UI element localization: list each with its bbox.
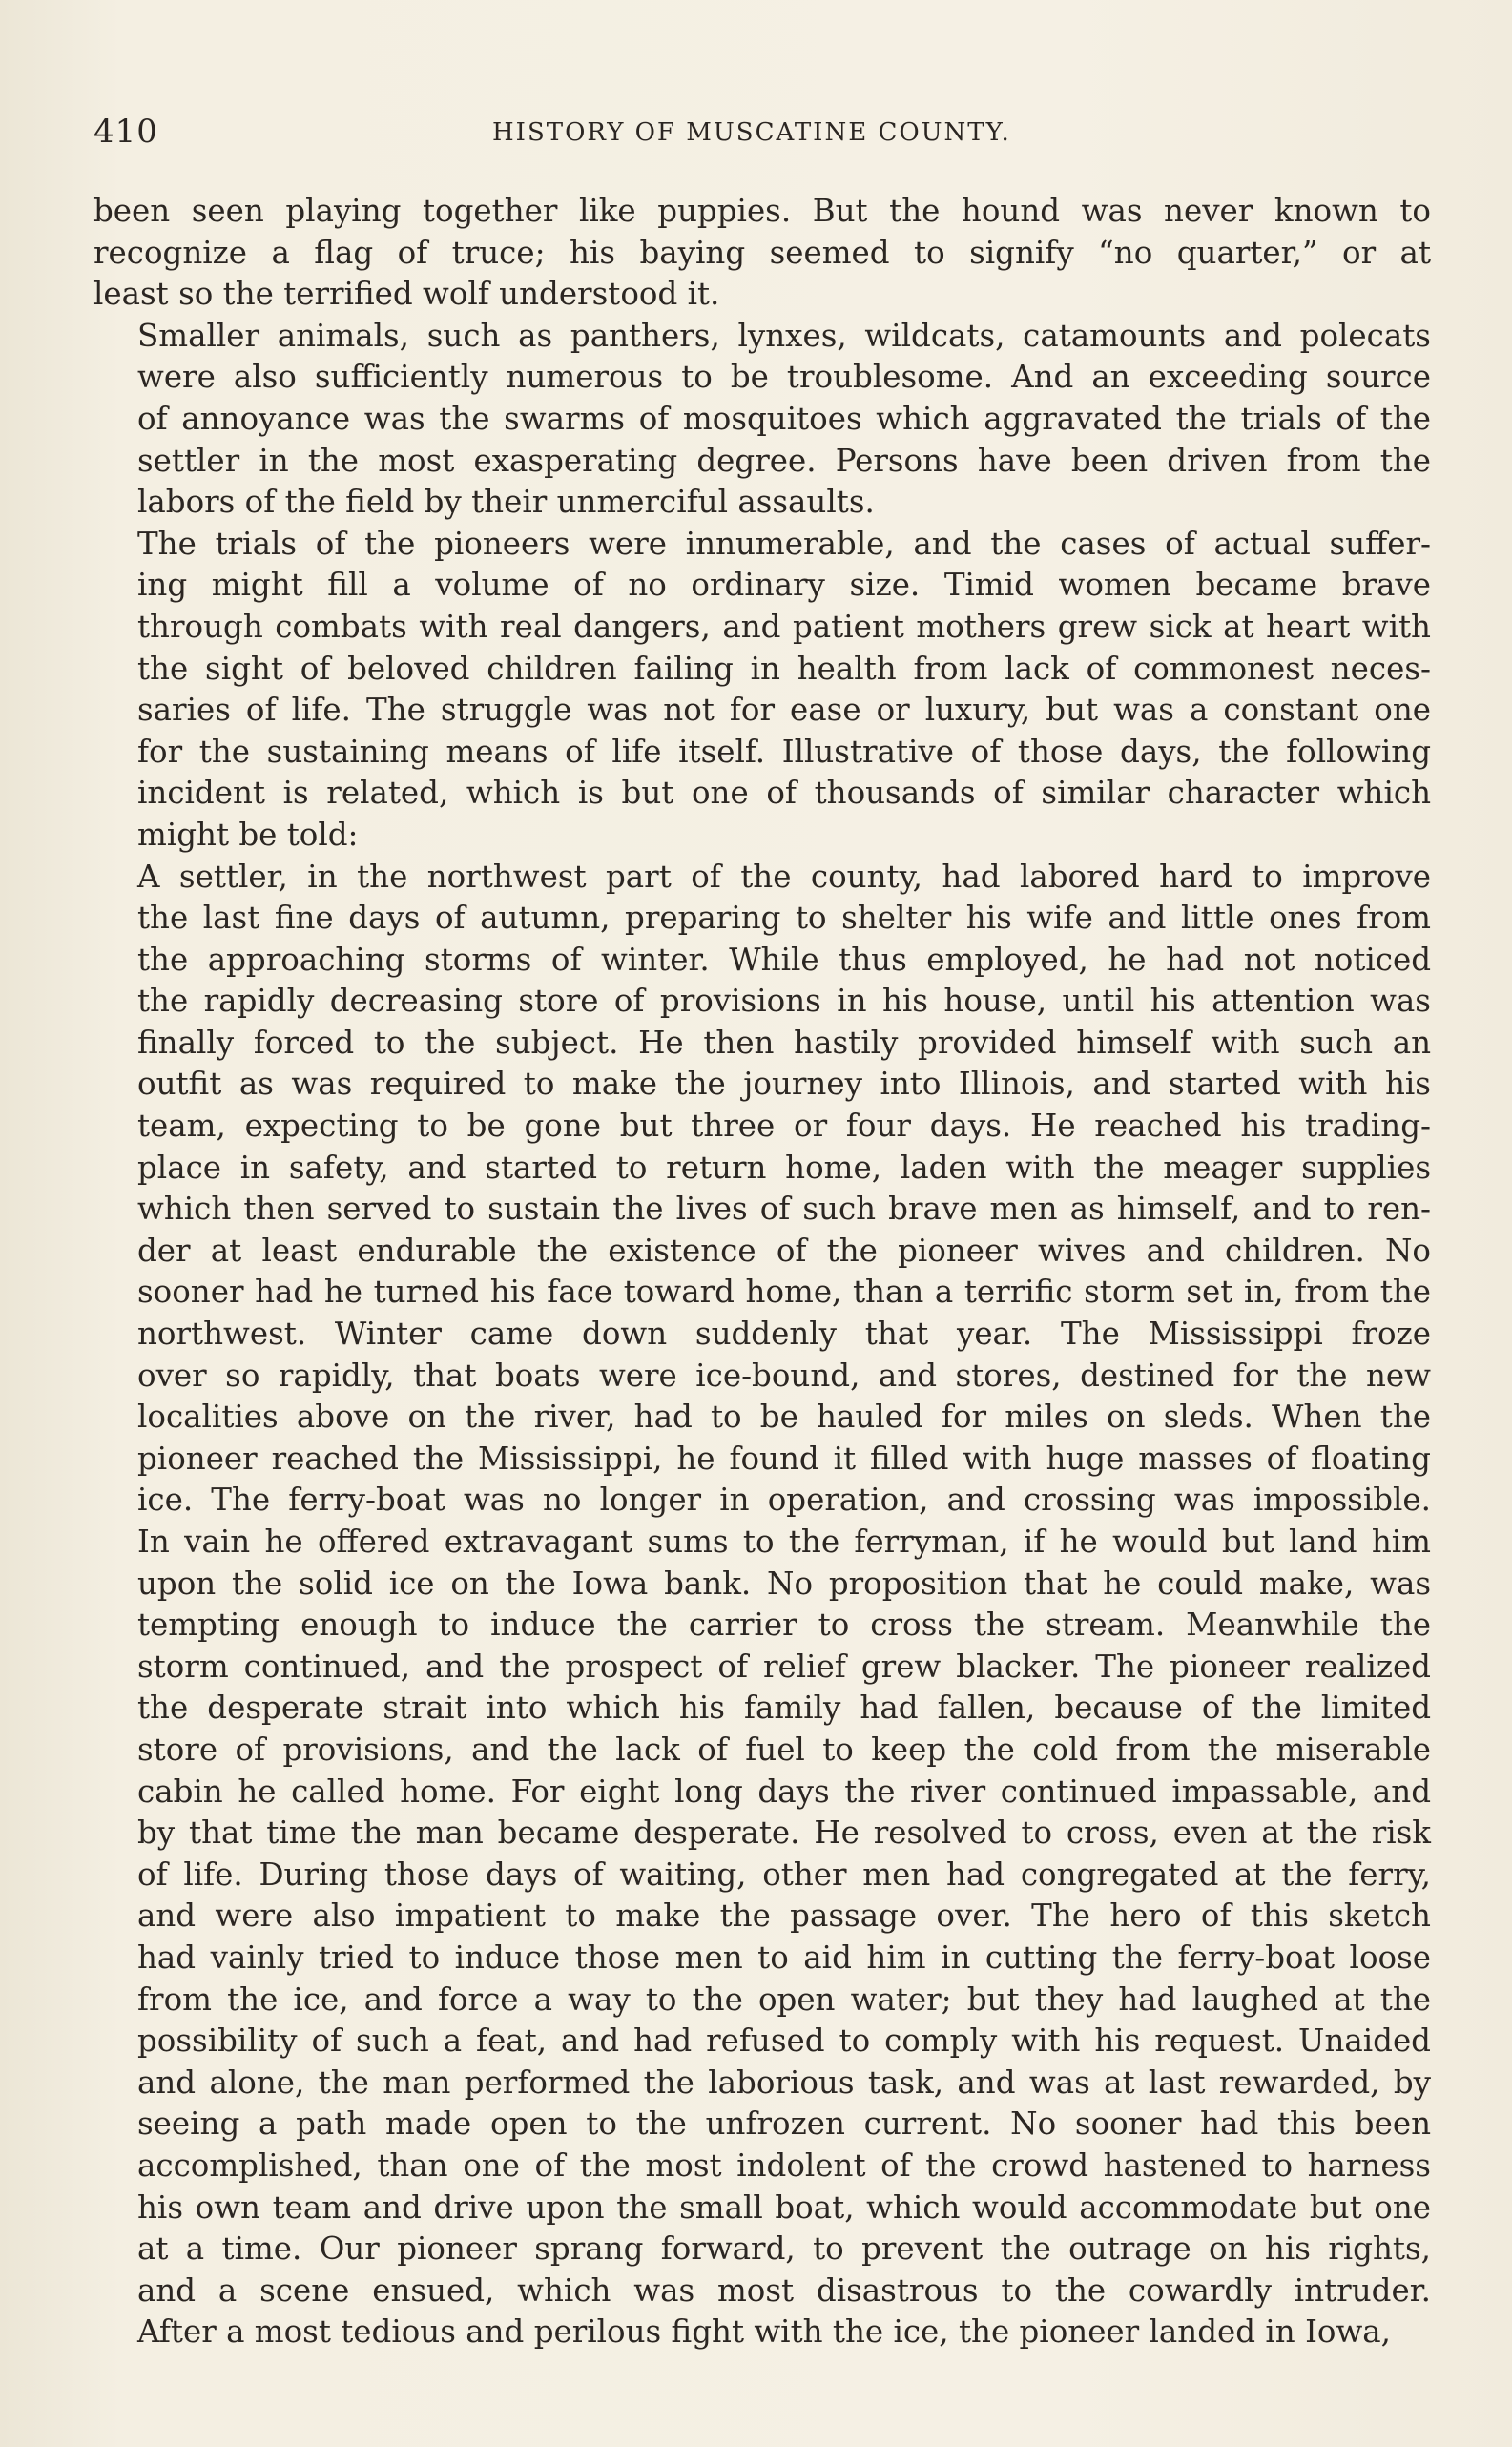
- text-line: cabin he called home. For eight long days the river continued impassable, and: [137, 1773, 1431, 1810]
- text-line: localities above on the river, had to be hauled for miles on sleds. When the: [137, 1399, 1431, 1436]
- text-line: upon the solid ice on the Iowa bank. No proposition that he could make, was: [137, 1565, 1431, 1602]
- text-line: possibility of such a feat, and had refused to comply with his request. Unaided: [137, 2022, 1431, 2060]
- text-line: the desperate strait into which his family had fallen, because of the limited: [137, 1690, 1431, 1727]
- body-text: [93, 191, 1431, 2354]
- text-line: been seen playing together like puppies. But the hound was never known to: [93, 193, 1431, 229]
- text-line: his own team and drive upon the small boat, which would accommodate but one: [137, 2188, 1431, 2226]
- text-line: incident is related, which is but one of thousands of similar character which: [137, 775, 1431, 812]
- text-line: might be told:: [137, 816, 359, 853]
- text-line: saries of life. The struggle was not for ease or luxury, but was a constant one: [137, 692, 1431, 729]
- text-line: and were also impatient to make the passage over. The hero of this sketch: [137, 1897, 1431, 1935]
- page-number: 410: [93, 113, 158, 151]
- text-line: at a time. Our pioneer sprang forward, to prevent the outrage on his rights,: [137, 2230, 1431, 2268]
- text-line: seeing a path made open to the unfrozen current. No sooner had this been: [137, 2105, 1431, 2143]
- paragraph: [93, 191, 1431, 316]
- text-line: recognize a flag of truce; his baying seemed to signify “no quarter,” or at: [93, 234, 1431, 271]
- text-line: finally forced to the subject. He then hastily provided himself with such an: [137, 1024, 1431, 1061]
- page-header: [93, 113, 1429, 160]
- text-line: storm continued, and the prospect of relief grew blacker. The pioneer realized: [137, 1648, 1431, 1685]
- text-line: the sight of beloved children failing in health from lack of commonest neces-: [137, 650, 1431, 687]
- text-line: outfit as was required to make the journey into Illinois, and started with his: [137, 1066, 1431, 1103]
- text-line: from the ice, and force a way to the open water; but they had laughed at the: [137, 1980, 1431, 2018]
- text-line: were also sufficiently numerous to be troublesome. And an exceeding source: [137, 359, 1431, 396]
- text-line: of annoyance was the swarms of mosquitoes which aggravated the trials of the: [137, 400, 1431, 437]
- text-line: northwest. Winter came down suddenly that year. The Mississippi froze: [137, 1316, 1431, 1353]
- text-line: After a most tedious and perilous fight with the ice, the pioneer landed in Iowa,: [137, 2313, 1391, 2351]
- text-line: over so rapidly, that boats were ice-bound, and stores, destined for the new: [137, 1357, 1431, 1394]
- paragraph: [93, 857, 1431, 2354]
- text-line: which then served to sustain the lives of such brave men as himself, and to ren-: [137, 1191, 1431, 1228]
- text-line: the last fine days of autumn, preparing to shelter his wife and little ones from: [137, 900, 1431, 937]
- text-line: A settler, in the northwest part of the county, had labored hard to improve: [137, 858, 1431, 895]
- text-line: had vainly tried to induce those men to aid him in cutting the ferry-boat loose: [137, 1939, 1431, 1976]
- text-line: place in safety, and started to return home, laden with the meager supplies: [137, 1149, 1431, 1186]
- text-line: of life. During those days of waiting, other men had congregated at the ferry,: [137, 1856, 1431, 1893]
- text-line: the approaching storms of winter. While thus employed, he had not noticed: [137, 941, 1431, 978]
- text-line: by that time the man became desperate. He resolved to cross, even at the risk: [137, 1815, 1431, 1852]
- paragraph: [93, 316, 1431, 524]
- text-line: tempting enough to induce the carrier to cross the stream. Meanwhile the: [137, 1607, 1431, 1644]
- text-line: The trials of the pioneers were innumerable, and the cases of actual suffer-: [137, 525, 1431, 562]
- text-line: and alone, the man performed the laborious task, and was at last rewarded, by: [137, 2063, 1431, 2101]
- text-line: settler in the most exasperating degree. Persons have been driven from the: [137, 442, 1431, 479]
- text-line: In vain he offered extravagant sums to the ferryman, if he would but land him: [137, 1524, 1431, 1560]
- text-line: ice. The ferry-boat was no longer in operation, and crossing was impossible.: [137, 1482, 1431, 1519]
- text-line: sooner had he turned his face toward home, than a terrific storm set in, from the: [137, 1274, 1431, 1311]
- text-line: and a scene ensued, which was most disastrous to the cowardly intruder.: [137, 2271, 1431, 2309]
- text-line: ing might fill a volume of no ordinary size. Timid women became brave: [137, 567, 1431, 604]
- text-line: der at least endurable the existence of the pioneer wives and children. No: [137, 1232, 1431, 1269]
- text-line: accomplished, than one of the most indolent of the crowd hastened to harness: [137, 2146, 1431, 2184]
- text-line: labors of the field by their unmerciful assaults.: [137, 484, 875, 521]
- text-line: team, expecting to be gone but three or four days. He reached his trading-: [137, 1108, 1431, 1145]
- text-line: the rapidly decreasing store of provisions in his house, until his attention was: [137, 983, 1431, 1020]
- text-line: store of provisions, and the lack of fuel to keep the cold from the miserable: [137, 1731, 1431, 1768]
- text-line: pioneer reached the Mississippi, he found it filled with huge masses of floating: [137, 1440, 1431, 1477]
- text-line: Smaller animals, such as panthers, lynxes, wildcats, catamounts and polecats: [137, 317, 1431, 354]
- text-line: for the sustaining means of life itself. Illustrative of those days, the following: [137, 733, 1431, 770]
- text-line: least so the terrified wolf understood it.: [93, 276, 720, 313]
- text-line: through combats with real dangers, and patient mothers grew sick at heart with: [137, 608, 1431, 645]
- paragraph: [93, 524, 1431, 857]
- running-title: HISTORY OF MUSCATINE COUNTY.: [492, 118, 1011, 147]
